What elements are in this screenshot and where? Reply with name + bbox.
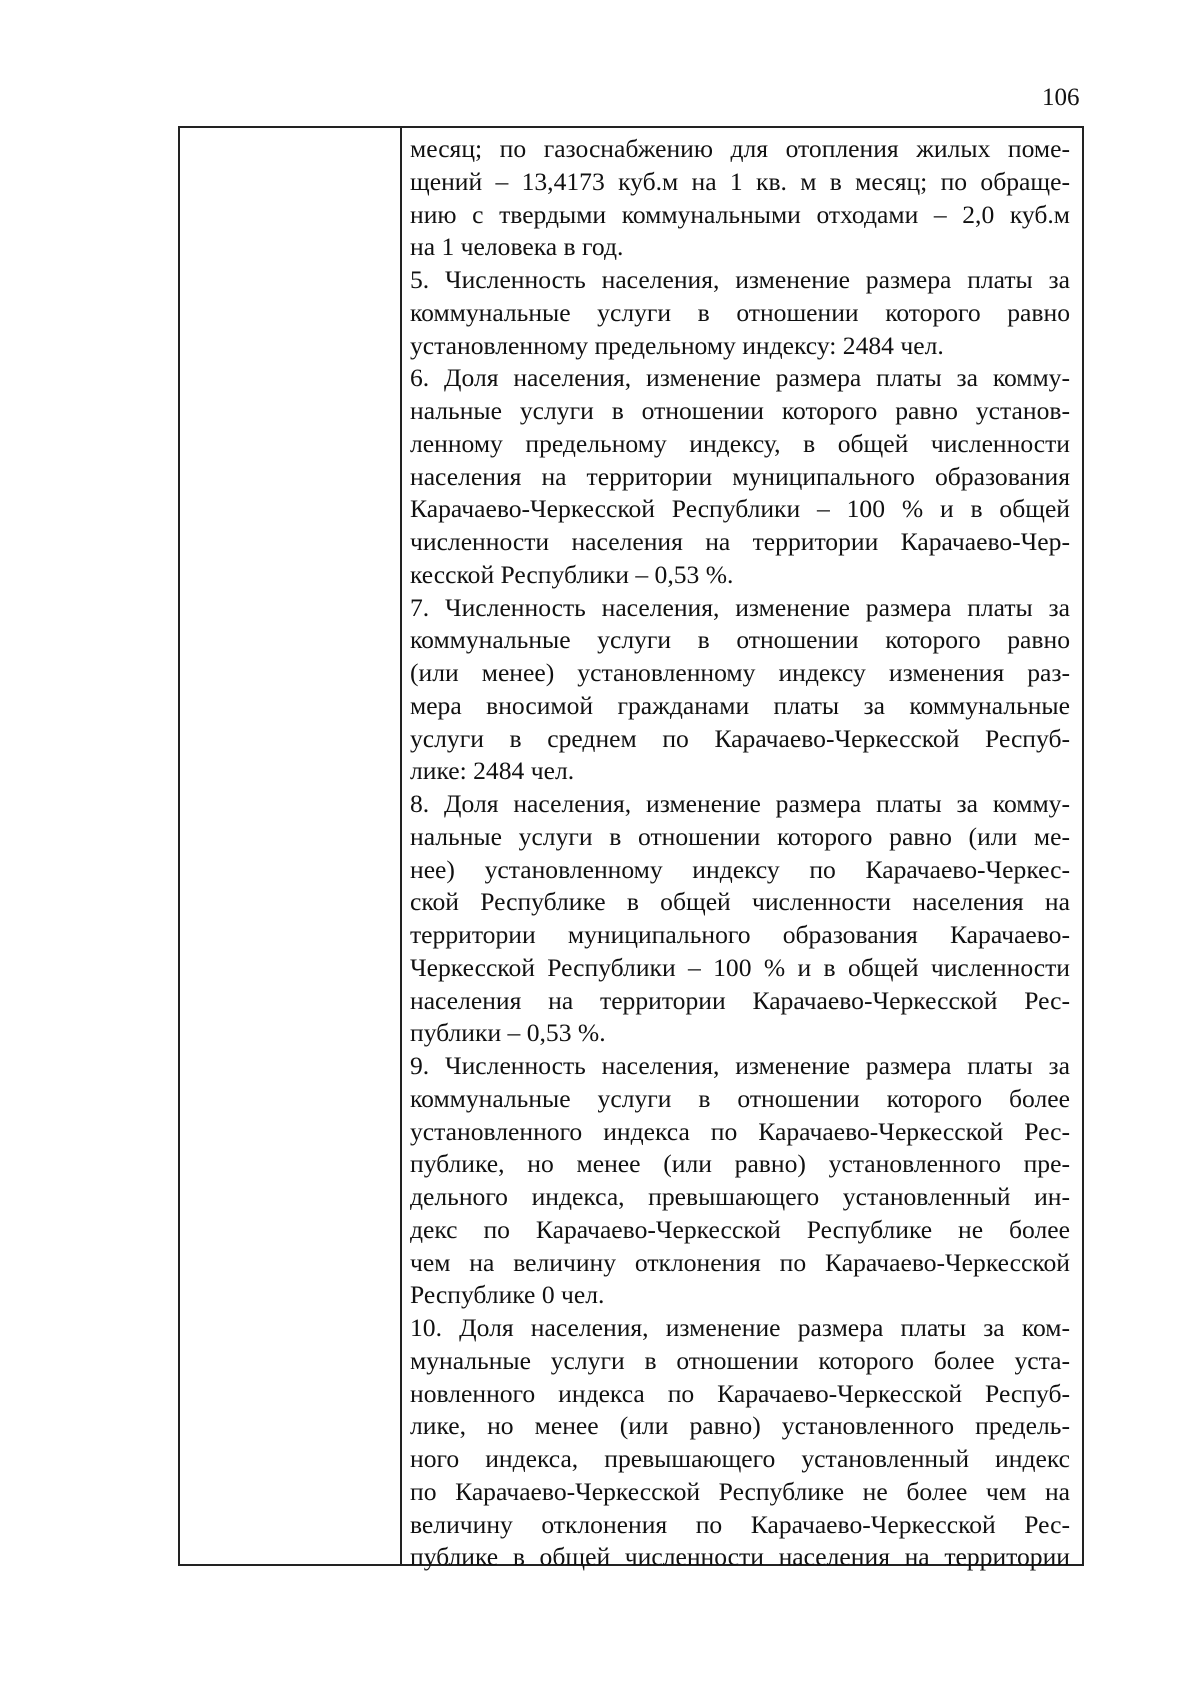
text-line: публике в общей численности населения на территории (410, 1542, 1070, 1572)
paragraph (410, 788, 1070, 1050)
text-line: установленного индекса по Карачаево-Черкесской Рес- (410, 1116, 1070, 1146)
text-line: коммунальные услуги в отношении которого равно (410, 297, 1070, 327)
text-line: чем на величину отклонения по Карачаево-Черкесской (410, 1247, 1070, 1277)
text-line: 6. Доля населения, изменение размера платы за комму- (410, 363, 1070, 393)
text-line: по Карачаево-Черкесской Республике не более чем на (410, 1476, 1070, 1506)
text-line: ного индекса, превышающего установленный индекс (410, 1444, 1070, 1473)
text-line: лике: 2484 чел. (410, 756, 575, 786)
text-line: нальные услуги в отношении которого равно установ- (410, 396, 1070, 425)
text-line: месяц; по газоснабжению для отопления жилых поме- (410, 134, 1070, 163)
text-line: щений – 13,4173 куб.м на 1 кв. м в месяц; по обраще- (410, 166, 1070, 196)
text-line: Черкесской Республики – 100 % и в общей численности (410, 952, 1070, 982)
text-line: мера вносимой гражданами платы за коммунальные (410, 690, 1070, 720)
text-line: услуги в среднем по Карачаево-Черкесской Респуб- (410, 723, 1070, 753)
text-line: численности населения на территории Карачаево-Чер- (410, 527, 1070, 556)
text-line: декс по Карачаево-Черкесской Республике не более (410, 1214, 1070, 1244)
text-line: публике, но менее (или равно) установленного пре- (410, 1149, 1070, 1179)
document-table (178, 126, 1084, 1572)
text-line: нее) установленному индексу по Карачаево-Черкес- (410, 854, 1070, 884)
text-line: мунальные услуги в отношении которого более уста- (410, 1345, 1070, 1375)
text-line: 9. Численность населения, изменение размера платы за (410, 1051, 1070, 1080)
paragraph (410, 133, 1070, 264)
text-line: населения на территории муниципального образования (410, 461, 1070, 491)
text-line: дельного индекса, превышающего установленный ин- (410, 1182, 1070, 1211)
right-column-cell (402, 128, 1082, 1572)
text-line: нию с твердыми коммунальными отходами – 2,0 куб.м (410, 199, 1070, 229)
text-line: нальные услуги в отношении которого равно (или ме- (410, 821, 1070, 851)
text-line: территории муниципального образования Карачаево- (410, 920, 1070, 949)
text-line: величину отклонения по Карачаево-Черкесской Рес- (410, 1509, 1070, 1539)
text-line: ленному предельному индексу, в общей численности (410, 428, 1070, 458)
text-line: 5. Численность населения, изменение размера платы за (410, 265, 1070, 294)
text-line: ской Республике в общей численности населения на (410, 887, 1070, 917)
text-line: коммунальные услуги в отношении которого равно (410, 625, 1070, 655)
text-line: лике, но менее (или равно) установленного предель- (410, 1411, 1070, 1441)
text-line: Карачаево-Черкесской Республики – 100 % и в общей (410, 494, 1070, 524)
text-line: Республике 0 чел. (410, 1280, 605, 1310)
paragraph (410, 362, 1070, 591)
paragraph (410, 592, 1070, 789)
text-line: на 1 человека в год. (410, 232, 624, 262)
text-line: публики – 0,53 %. (410, 1018, 606, 1048)
paragraph (410, 1050, 1070, 1312)
text-line: 10. Доля населения, изменение размера платы за ком- (410, 1313, 1070, 1342)
left-column-cell (180, 128, 402, 1564)
paragraph (410, 264, 1070, 362)
text-line: 7. Численность населения, изменение размера платы за (410, 592, 1070, 622)
page-number: 106 (1042, 84, 1080, 111)
text-line: установленному предельному индексу: 2484 чел. (410, 330, 944, 360)
text-line: коммунальные услуги в отношении которого более (410, 1083, 1070, 1113)
text-line: кесской Республики – 0,53 %. (410, 559, 734, 589)
text-line: новленного индекса по Карачаево-Черкесской Респуб- (410, 1378, 1070, 1408)
text-line: (или менее) установленному индексу изменения раз- (410, 658, 1070, 687)
text-line: 8. Доля населения, изменение размера платы за комму- (410, 789, 1070, 818)
paragraph (410, 1312, 1070, 1574)
text-line: населения на территории Карачаево-Черкесской Рес- (410, 985, 1070, 1015)
